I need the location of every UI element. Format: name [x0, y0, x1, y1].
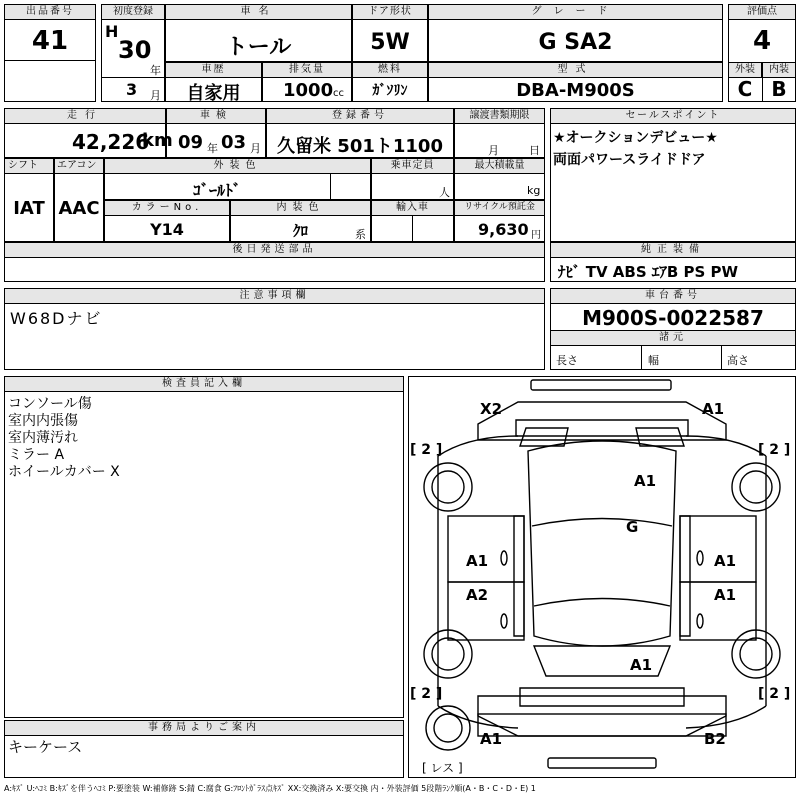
inspector-line-3: 室内薄汚れ — [8, 430, 78, 446]
tire-front-left: [ 2 ] — [410, 442, 443, 458]
front-glass-right — [636, 428, 684, 446]
later-parts-label: 後日発送部品 — [4, 242, 545, 258]
inspection-year: 09 — [178, 132, 204, 153]
fuel-label: 燃料 — [352, 62, 428, 78]
transfer-doc-month-unit: 月 — [488, 144, 499, 157]
rear-outline — [478, 696, 726, 736]
mark-a1-front-right: A1 — [702, 400, 725, 418]
divider — [641, 346, 642, 370]
tire-rear-left: [ 2 ] — [410, 686, 443, 702]
ext-grade-label: 外装 — [728, 62, 762, 78]
right-front-door — [680, 516, 756, 582]
model-code-value: DBA-M900S — [516, 80, 635, 101]
wheel-rear-right-inner — [740, 638, 772, 670]
office-label: 事務局よりご案内 — [4, 720, 404, 736]
chassis-value: M900S-0022587 — [582, 306, 764, 330]
lot-number: 41 — [31, 26, 69, 56]
capacity-unit: 人 — [439, 186, 450, 199]
import-label: 輸入車 — [371, 200, 454, 216]
mark-b2: B2 — [704, 730, 726, 748]
genuine-equip-value: ﾅﾋﾞ TV ABS ｴｱB PS PW — [558, 263, 739, 281]
first-reg-year: 30 — [118, 36, 152, 64]
door-value: 5W — [370, 30, 410, 55]
recycle-unit: 円 — [531, 230, 541, 241]
score-label: 評価点 — [728, 4, 796, 20]
ext-grade-value: C — [737, 77, 753, 101]
transfer-doc-day-unit: 日 — [529, 144, 540, 157]
recycle-value: 9,630 — [478, 220, 529, 239]
genuine-equip-label: 純正装備 — [550, 242, 796, 258]
front-glass-left — [520, 428, 568, 446]
inspector-line-1: コンソール傷 — [8, 396, 92, 412]
reg-number-value: 久留米 501ト1100 — [277, 136, 443, 157]
shift-label: シフト — [4, 158, 54, 174]
front-bumper-part — [531, 380, 671, 390]
car-diagram — [408, 376, 796, 778]
inspection-month: 03 — [221, 132, 247, 153]
score-value: 4 — [752, 26, 772, 56]
rear-bumper-part — [548, 758, 656, 768]
grade-label: グレード — [428, 4, 723, 20]
spare-label: [ レス ] — [422, 761, 463, 775]
mileage-value: 42,226 — [72, 130, 150, 154]
max-load-label: 最大積載量 — [454, 158, 545, 174]
mileage-unit: km — [142, 130, 173, 151]
wheel-front-right — [732, 463, 780, 511]
roof-line-2 — [534, 599, 670, 607]
divider — [4, 60, 96, 61]
history-value: 自家用 — [186, 83, 241, 104]
sales-point-label: セールスポイント — [550, 108, 796, 124]
color-no-value: Y14 — [150, 220, 184, 239]
left-window — [514, 516, 524, 636]
mark-a1-left-front: A1 — [466, 552, 489, 570]
inspector-label: 検査員記入欄 — [4, 376, 404, 392]
max-load-unit: kg — [527, 184, 541, 197]
roof-line-1 — [532, 519, 672, 527]
ext-color-value: ｺﾞｰﾙﾄﾞ — [192, 181, 241, 200]
lot-label: 出品番号 — [4, 4, 96, 20]
mileage-label: 走行 — [4, 108, 166, 124]
mark-x2: X2 — [480, 400, 503, 418]
door-label: ドア形状 — [352, 4, 428, 20]
car-name-value: トール — [225, 35, 292, 60]
first-reg-era: H — [105, 22, 119, 41]
first-reg-month: 3 — [126, 80, 138, 99]
displacement-label: 排気量 — [262, 62, 352, 78]
recycle-label: リサイクル預託金 — [454, 200, 545, 216]
car-name-label: 車名 — [165, 4, 352, 20]
mark-g: G — [626, 518, 639, 536]
wheel-front-right-inner — [740, 471, 772, 503]
notes-label: 注意事項欄 — [4, 288, 545, 304]
transfer-doc-label: 譲渡書類期限 — [454, 108, 545, 124]
notes-value: W68Dナビ — [10, 309, 103, 328]
first-reg-label: 初度登録 — [101, 4, 165, 20]
inspection-month-unit: 月 — [250, 142, 261, 155]
sales-point-line-1: ★オークションデビュー★ — [553, 130, 718, 146]
inspection-label: 車検 — [166, 108, 266, 124]
int-color-unit: 系 — [355, 228, 366, 241]
aircon-label: エアコン — [54, 158, 104, 174]
mark-a1-rear-left: A1 — [480, 730, 503, 748]
mark-a1-bonnet: A1 — [634, 472, 657, 490]
mark-a2-left-rear: A2 — [466, 586, 489, 604]
inspector-line-2: 室内内張傷 — [8, 413, 78, 429]
color-no-label: カラーNo. — [104, 200, 230, 216]
grade-value: G SA2 — [538, 30, 613, 55]
rear-bumper-lower — [478, 714, 726, 736]
right-window — [680, 516, 690, 636]
int-color-value: ｸﾛ — [292, 222, 308, 240]
divider — [721, 346, 722, 370]
sales-point-line-2: 両面パワースライドドア — [553, 152, 706, 168]
wheel-front-left — [424, 463, 472, 511]
reg-number-label: 登録番号 — [266, 108, 454, 124]
spare-tire-inner — [434, 714, 462, 742]
displacement-value: 1000 — [283, 80, 334, 101]
right-mirror — [697, 551, 703, 565]
aircon-value: AAC — [58, 198, 100, 219]
left-front-door — [448, 516, 524, 582]
first-reg-month-unit: 月 — [150, 89, 161, 102]
tire-rear-right: [ 2 ] — [758, 686, 791, 702]
front-outline — [478, 402, 726, 440]
divider — [101, 77, 165, 78]
mark-a1-right-rear: A1 — [714, 586, 737, 604]
left-mirror — [501, 551, 507, 565]
int-grade-value: B — [771, 77, 787, 101]
fuel-value: ｶﾞｿﾘﾝ — [372, 83, 408, 99]
displacement-unit: cc — [333, 88, 344, 99]
first-reg-year-unit: 年 — [150, 64, 161, 77]
dims-height: 高さ — [727, 354, 749, 367]
sales-point-box — [550, 108, 796, 242]
inspector-line-5: ホイールカバー X — [8, 464, 120, 480]
office-value: キーケース — [8, 738, 83, 756]
legend: A:ｷｽﾞ U:ﾍｺﾐ B:ｷｽﾞを伴うﾍｺﾐ P:要塗装 W:補修跡 S:錆 C:腐食 G:ﾌﾛﾝﾄｶﾞﾗｽ点ｷｽﾞ XX:交換済み X:要交換 内・外装評価 5段階ﾗﾝｸ順(A・B・C・D・E) 1 — [4, 784, 536, 793]
int-color-label: 内装色 — [230, 200, 371, 216]
model-code-label: 型式 — [428, 62, 723, 78]
inspector-line-4: ミラー A — [8, 447, 65, 463]
mark-a1-right-front: A1 — [714, 552, 737, 570]
shift-value: IAT — [13, 198, 45, 219]
wheel-rear-left-inner — [432, 638, 464, 670]
int-grade-label: 内装 — [762, 62, 796, 78]
dims-label: 諸元 — [550, 330, 796, 346]
wheel-front-left-inner — [432, 471, 464, 503]
tire-front-right: [ 2 ] — [758, 442, 791, 458]
dims-length: 長さ — [556, 354, 578, 367]
rear-hatch — [520, 688, 684, 706]
divider — [330, 174, 331, 200]
capacity-label: 乗車定員 — [371, 158, 454, 174]
ext-color-label: 外装色 — [104, 158, 371, 174]
left-mirror-rear — [501, 614, 507, 628]
mark-a1-rear: A1 — [630, 656, 653, 674]
chassis-label: 車台番号 — [550, 288, 796, 304]
right-mirror-rear — [697, 614, 703, 628]
inspection-year-unit: 年 — [207, 142, 218, 155]
divider — [762, 62, 763, 102]
divider — [412, 216, 413, 242]
dims-width: 幅 — [648, 354, 659, 367]
history-label: 車歴 — [165, 62, 262, 78]
